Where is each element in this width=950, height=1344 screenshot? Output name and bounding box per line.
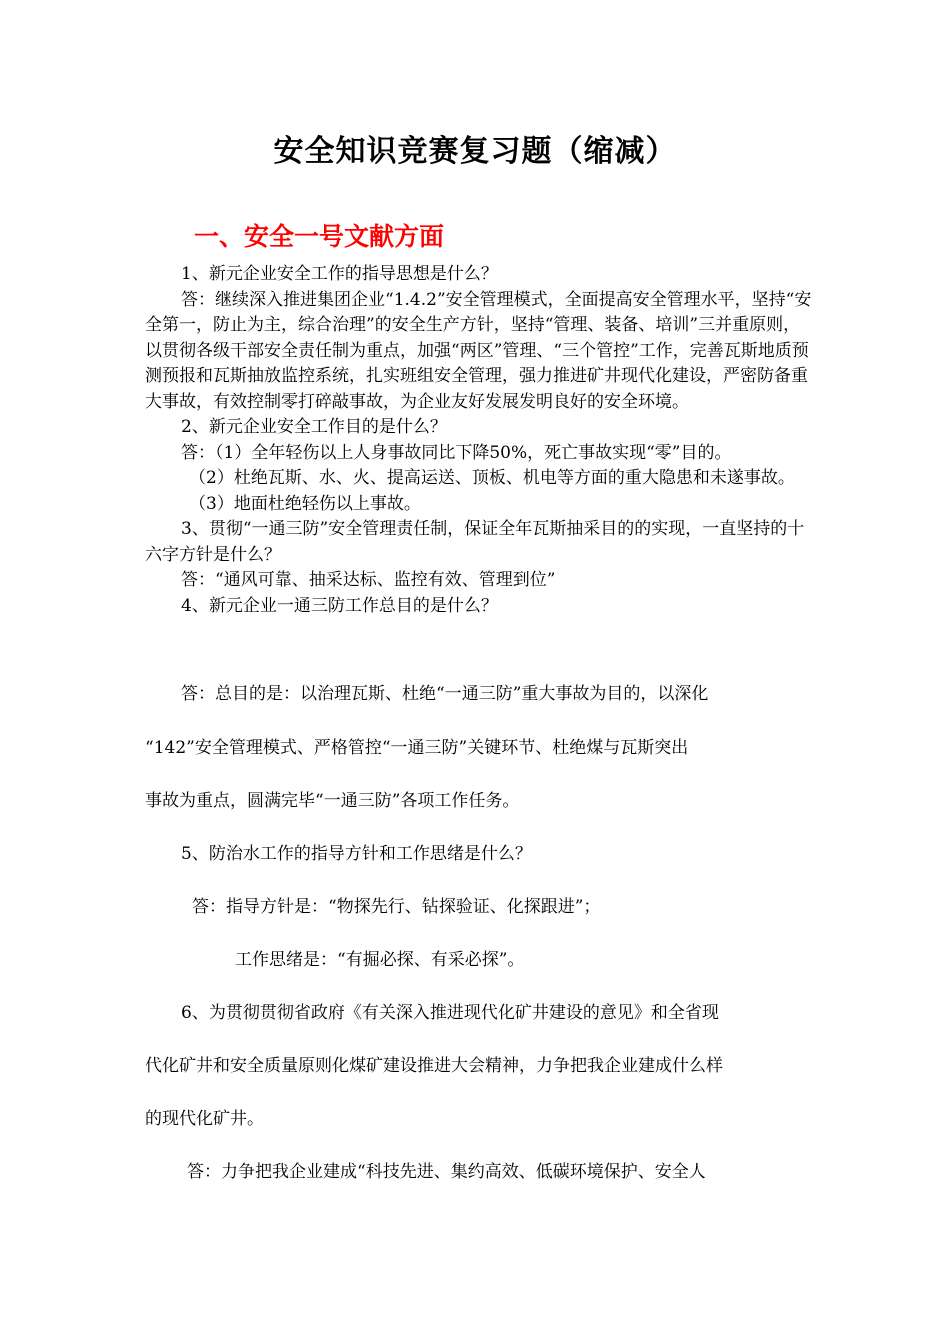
answer-1: 答：继续深入推进集团企业“1.4.2”安全管理模式，全面提高安全管理水平，坚持“安全第一，防止为主，综合治理”的安全生产方针，坚持“管理、装备、培训”三并重原则，以贯彻各级干部安全责任制为重点，加强“两区”管理、“三个管控”工作，完善瓦斯地质预测预报和瓦斯抽放监控系统，扎实班组安全管理，强力推进矿井现代化建设，严密防备重大事故，有效控制零打碎敲事故，为企业友好发展发明良好的安全环境。 (145, 289, 812, 412)
answer-3: 答：“通风可靠、抽采达标、监控有效、管理到位” (181, 570, 556, 590)
dense-content (145, 262, 815, 619)
answer-4-line-3: 事故为重点，圆满完毕“一通三防”各项工作任务。 (145, 791, 520, 811)
answer-6-line-1: 答：力争把我企业建成“科技先进、集约高效、低碳环境保护、安全人 (187, 1162, 706, 1182)
question-6-line-2: 代化矿井和安全质量原则化煤矿建设推进大会精神，力争把我企业建成什么样 (145, 1056, 723, 1076)
answer-2-item-3: （3）地面杜绝轻伤以上事故。 (189, 493, 421, 514)
answer-5-guideline: 答：指导方针是：“物探先行、钻探验证、化探跟进”； (192, 897, 601, 917)
answer-4-line-1: 答：总目的是：以治理瓦斯、杜绝“一通三防”重大事故为目的，以深化 (181, 684, 709, 704)
section-heading: 一、安全一号文献方面 (194, 222, 445, 251)
question-5: 5、防治水工作的指导方针和工作思绪是什么？ (181, 844, 532, 864)
question-3: 3、贯彻“一通三防”安全管理责任制，保证全年瓦斯抽采目的的实现，一直坚持的十六字方针是什么？ (145, 519, 805, 565)
question-2: 2、新元企业安全工作目的是什么？ (181, 417, 447, 437)
question-6-line-1: 6、为贯彻贯彻省政府《有关深入推进现代化矿井建设的意见》和全省现 (181, 1003, 719, 1023)
answer-2-item-2: （2）杜绝瓦斯、水、火、提高运送、顶板、机电等方面的重大隐患和未遂事故。 (189, 468, 795, 488)
question-1: 1、新元企业安全工作的指导思想是什么？ (181, 264, 498, 284)
question-4: 4、新元企业一通三防工作总目的是什么？ (181, 595, 498, 616)
answer-4-line-2: “142”安全管理模式、严格管控“一通三防”关键环节、杜绝煤与瓦斯突出 (145, 738, 689, 758)
answer-2-item-1: 答：（1）全年轻伤以上人身事故同比下降50%，死亡事故实现“零”目的。 (181, 442, 732, 463)
document-title: 安全知识竞赛复习题（缩减） (273, 134, 677, 169)
question-6-line-3: 的现代化矿井。 (145, 1109, 264, 1129)
answer-5-approach: 工作思绪是：“有掘必探、有采必探”。 (235, 950, 525, 970)
